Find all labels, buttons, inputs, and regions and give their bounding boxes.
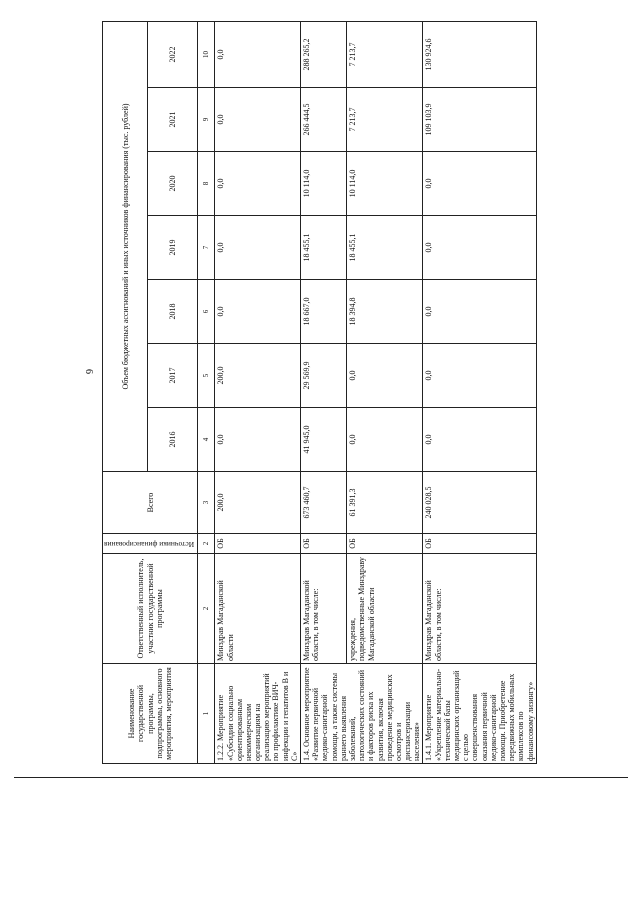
row-value: 10 114,0 <box>347 152 423 216</box>
row-total: 200,0 <box>215 472 301 534</box>
row-responsible: учреждения, подведомственные Минздраву Магаданской области <box>347 554 423 664</box>
row-total: 61 391,3 <box>347 472 423 534</box>
header-year: 2020 <box>148 152 198 216</box>
row-value: 18 455,1 <box>301 216 347 280</box>
financing-table <box>102 21 537 764</box>
table-row <box>347 21 423 763</box>
row-source: ОБ <box>301 534 347 554</box>
header-year: 2018 <box>148 280 198 344</box>
row-name: 1.2.2. Мероприятие «Субсидии социально ориентированным некоммерческим организациям на реализацию мероприятий по профилактике ВИЧ-инфекции и гепатитов В и С» <box>215 664 301 764</box>
page-bottom-rule <box>14 777 628 778</box>
row-value: 0,0 <box>423 280 536 344</box>
row-value: 29 569,9 <box>301 344 347 408</box>
row-value: 18 455,1 <box>347 216 423 280</box>
header-year: 2016 <box>148 408 198 472</box>
header-name: Наименование государственной программы, подпрограммы, основного мероприятия, мероприятия <box>103 664 198 764</box>
header-total: Всего <box>103 472 198 534</box>
row-value: 18 394,8 <box>347 280 423 344</box>
index-cell: 4 <box>198 408 215 472</box>
table-row <box>423 21 536 763</box>
row-total: 673 460,7 <box>301 472 347 534</box>
header-year: 2019 <box>148 216 198 280</box>
row-value: 18 667,0 <box>301 280 347 344</box>
index-cell: 10 <box>198 21 215 87</box>
row-value: 0,0 <box>423 344 536 408</box>
row-total: 240 028,5 <box>423 472 536 534</box>
row-value: 0,0 <box>423 216 536 280</box>
row-source: ОБ <box>215 534 301 554</box>
header-volume-group: Объем бюджетных ассигнований и иных источников финансирования (тыс. рублей) <box>103 21 148 471</box>
header-source-label: Источники финансирования <box>104 539 195 549</box>
row-value: 10 114,0 <box>301 152 347 216</box>
row-value: 0,0 <box>215 408 301 472</box>
table-row <box>215 21 301 763</box>
index-cell: 2 <box>198 534 215 554</box>
row-value: 109 103,9 <box>423 88 536 152</box>
page-number: 6 <box>83 369 94 374</box>
row-value: 288 265,2 <box>301 21 347 87</box>
row-value: 0,0 <box>215 216 301 280</box>
index-cell: 7 <box>198 216 215 280</box>
row-value: 0,0 <box>215 88 301 152</box>
row-value: 0,0 <box>423 152 536 216</box>
row-responsible: Минздрав Магаданской области, в том числе: <box>301 554 347 664</box>
row-value: 7 213,7 <box>347 21 423 87</box>
row-value: 0,0 <box>215 152 301 216</box>
index-cell: 3 <box>198 472 215 534</box>
header-year: 2021 <box>148 88 198 152</box>
row-source: ОБ <box>347 534 423 554</box>
row-value: 0,0 <box>215 280 301 344</box>
row-name: 1.4.1. Мероприятие «Укрепление материально-технической базы медицинских организаций с целью совершенствования оказания первичной медико-санитарной помощи. Приобретение передвижных мобильных комплексов по финансовому лизингу» <box>423 664 536 764</box>
header-responsible: Ответственный исполнитель, участник государственной программы <box>103 554 198 664</box>
row-responsible: Минздрав Магаданской области <box>215 554 301 664</box>
rotated-table-wrapper <box>102 22 535 764</box>
row-value: 0,0 <box>347 344 423 408</box>
row-value: 200,0 <box>215 344 301 408</box>
index-cell: 2 <box>198 554 215 664</box>
row-value: 266 444,5 <box>301 88 347 152</box>
row-value: 0,0 <box>215 21 301 87</box>
row-value: 41 945,0 <box>301 408 347 472</box>
index-cell: 6 <box>198 280 215 344</box>
index-cell: 5 <box>198 344 215 408</box>
row-responsible: Минздрав Магаданской области, в том числе: <box>423 554 536 664</box>
index-cell: 1 <box>198 664 215 764</box>
index-row <box>198 21 215 763</box>
header-year: 2017 <box>148 344 198 408</box>
header-source <box>103 534 198 554</box>
row-source: ОБ <box>423 534 536 554</box>
row-value: 130 924,6 <box>423 21 536 87</box>
header-year: 2022 <box>148 21 198 87</box>
row-value: 7 213,7 <box>347 88 423 152</box>
table-row <box>301 21 347 763</box>
header-row-group <box>103 21 148 763</box>
row-value: 0,0 <box>423 408 536 472</box>
row-name: 1.4. Основное мероприятие «Развитие первичной медико-санитарной помощи, а также системы раннего выявления заболеваний, патологических состояний и факторов риска их развития, включая проведение медицинских осмотров и диспансеризации населения» <box>301 664 423 764</box>
index-cell: 9 <box>198 88 215 152</box>
index-cell: 8 <box>198 152 215 216</box>
row-value: 0,0 <box>347 408 423 472</box>
